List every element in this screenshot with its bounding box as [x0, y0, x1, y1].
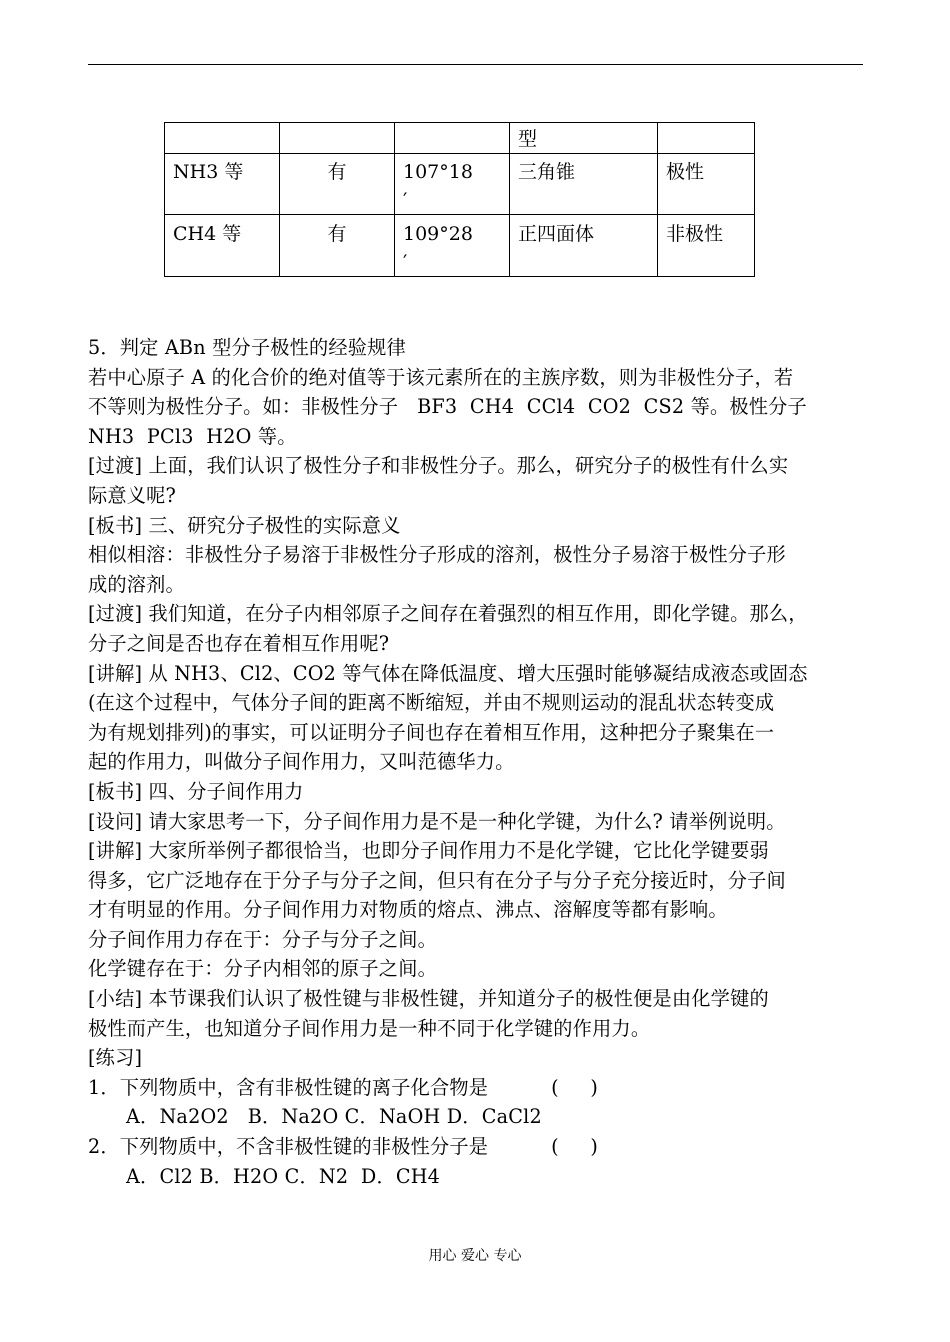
text-line: 成的溶剂。	[88, 572, 185, 596]
text-line: 若中心原子 A 的化合价的绝对值等于该元素所在的主族序数，则为非极性分子，若	[88, 365, 794, 389]
table-cell	[165, 123, 280, 154]
table-row	[165, 154, 755, 215]
text-line: [设问] 请大家思考一下，分子间作用力是不是一种化学键，为什么? 请举例说明。	[88, 809, 786, 833]
table-row	[165, 215, 755, 277]
text-line: 分子间作用力存在于：分子与分子之间。	[88, 927, 437, 951]
text-line: [过渡] 上面，我们认识了极性分子和非极性分子。那么，研究分子的极性有什么实	[88, 454, 789, 478]
text-line: 得多，它广泛地存在于分子与分子之间，但只有在分子与分子充分接近时，分子间	[88, 868, 786, 892]
text-line: [讲解] 从 NH3、Cl2、CO2 等气体在降低温度、增大压强时能够凝结成液态或固态	[88, 661, 808, 685]
text-line: [练习]	[88, 1046, 143, 1070]
table-cell	[395, 123, 510, 154]
text-line: [板书] 四、分子间作用力	[88, 779, 304, 803]
table-cell: NH3 等	[165, 154, 280, 215]
text-line: 分子之间是否也存在着相互作用呢?	[88, 631, 390, 655]
text-line: 5．判定 ABn 型分子极性的经验规律	[88, 336, 406, 359]
table-cell: 有	[280, 215, 395, 277]
table-cell: 正四面体	[510, 215, 658, 277]
text-line: 化学键存在于：分子内相邻的原子之间。	[88, 957, 437, 981]
text-line: 1．下列物质中，含有非极性键的离子化合物是 ( )	[88, 1075, 599, 1099]
table-cell: 型	[510, 123, 658, 154]
text-line: A．Cl2 B．H2O C．N2 D．CH4	[126, 1164, 441, 1188]
text-line: 相似相溶：非极性分子易溶于非极性分子形成的溶剂，极性分子易溶于极性分子形	[88, 543, 786, 567]
text-line: A．Na2O2 B．Na2O C．NaOH D．CaCl2	[126, 1105, 542, 1129]
table-cell: 107°18 ′	[395, 154, 510, 215]
table-cell	[280, 123, 395, 154]
molecule-properties-table	[164, 122, 755, 277]
text-line: 才有明显的作用。分子间作用力对物质的熔点、沸点、溶解度等都有影响。	[88, 898, 728, 922]
text-line: (在这个过程中，气体分子间的距离不断缩短，并由不规则运动的混乱状态转变成	[88, 691, 775, 715]
text-line: NH3 PCl3 H2O 等。	[88, 424, 297, 448]
text-line: 不等则为极性分子。如：非极性分子 BF3 CH4 CCl4 CO2 CS2 等。极性分子	[88, 395, 807, 419]
table-cell: CH4 等	[165, 215, 280, 277]
table-cell: 三角锥	[510, 154, 658, 215]
text-line: 2．下列物质中，不含非极性键的非极性分子是 ( )	[88, 1135, 599, 1159]
page-footer: 用心 爱心 专心	[428, 1248, 522, 1264]
table-cell: 极性	[658, 154, 755, 215]
table-cell: 109°28 ′	[395, 215, 510, 277]
table-cell	[658, 123, 755, 154]
table-cell: 有	[280, 154, 395, 215]
table-row	[165, 123, 755, 154]
text-line: 起的作用力，叫做分子间作用力，又叫范德华力。	[88, 750, 515, 774]
text-line: 极性而产生，也知道分子间作用力是一种不同于化学键的作用力。	[88, 1016, 651, 1040]
table-cell: 非极性	[658, 215, 755, 277]
text-line: [过渡] 我们知道，在分子内相邻原子之间存在着强烈的相互作用，即化学键。那么，	[88, 602, 808, 626]
text-line: 为有规划排列)的事实，可以证明分子间也存在着相互作用，这种把分子聚集在一	[88, 720, 775, 744]
document-body	[88, 333, 868, 1191]
text-line: [板书] 三、研究分子极性的实际意义	[88, 513, 401, 537]
text-line: 际意义呢?	[88, 483, 177, 507]
text-line: [讲解] 大家所举例子都很恰当，也即分子间作用力不是化学键，它比化学键要弱	[88, 839, 769, 863]
header-rule	[88, 64, 863, 65]
text-line: [小结] 本节课我们认识了极性键与非极性键，并知道分子的极性便是由化学键的	[88, 987, 769, 1011]
